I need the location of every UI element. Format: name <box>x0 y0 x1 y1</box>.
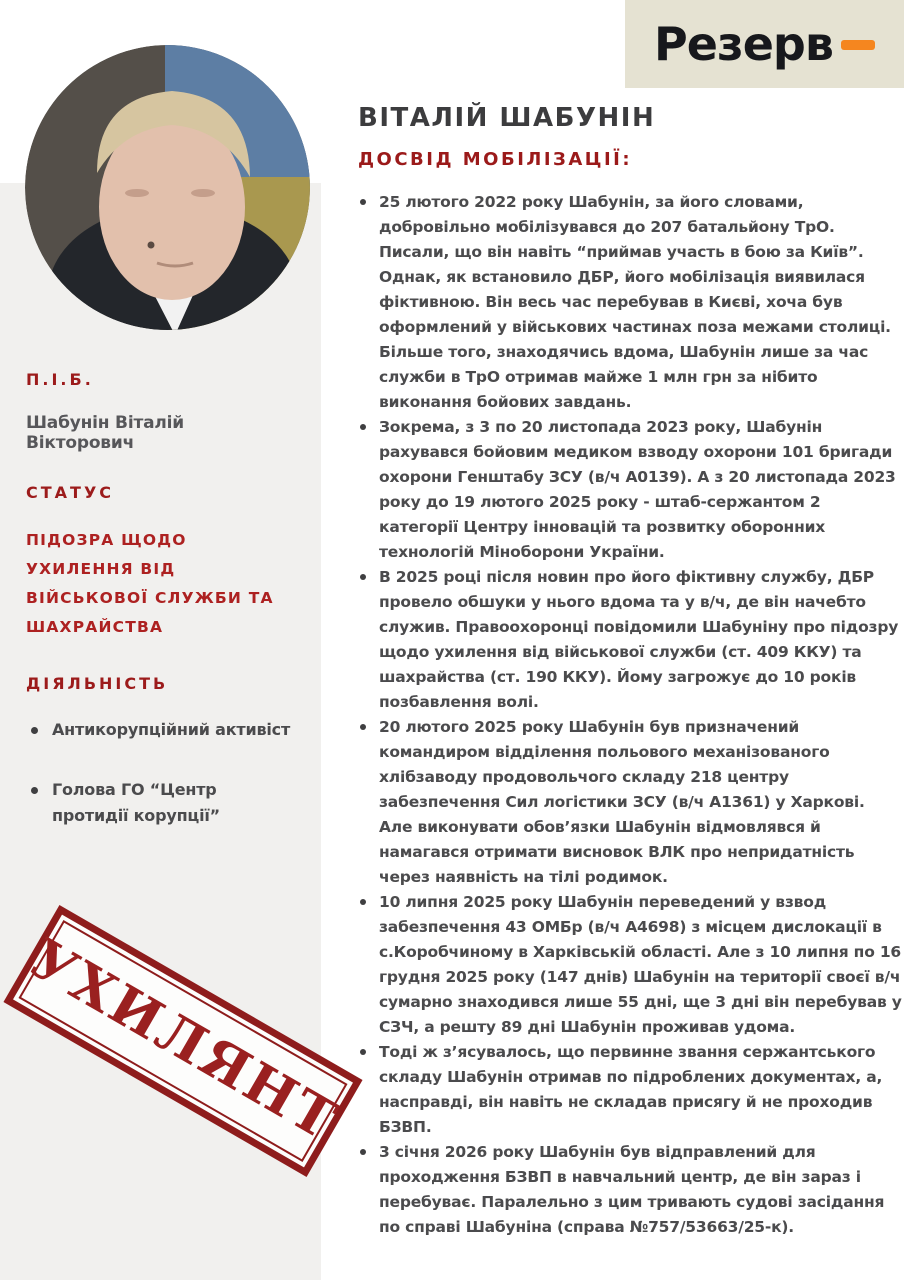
stamp-text: УХИЛЯНТ <box>18 925 350 1154</box>
reserv-logo <box>625 0 904 88</box>
section-subtitle: ДОСВІД МОБІЛІЗАЦІЇ: <box>358 149 633 170</box>
main-content <box>358 103 903 1240</box>
mobilization-timeline <box>358 190 903 1240</box>
activity-item: Антикорупційний активіст <box>26 717 297 743</box>
timeline-item: 10 липня 2025 року Шабунін переведений у взвод забезпечення 43 ОМБр (в/ч А4698) з місцем дислокації в с.Коробчиному в Харківській області. Але з 10 липня по 16 грудня 2025 року (147 днів) Шабунін на території своєї в/ч сумарно знаходився лише 55 дні, ще 3 дні він перебував у СЗЧ, а решту 89 дні Шабунін проживав удома. <box>358 890 903 1040</box>
timeline-item: 20 лютого 2025 року Шабунін був призначений командиром відділення польового механізованого хлібзаводу продовольчого складу 218 центру забезпечення Сил логістики ЗСУ (в/ч А1361) у Харкові. Але виконувати обов’язки Шабунін відмовлявся й намагався отримати висновок ВЛК про непридатність через наявність на тілі родимок. <box>358 715 903 890</box>
timeline-item: 25 лютого 2022 року Шабунін, за його словами, добровільно мобілізувався до 207 батальйону ТрО. Писали, що він навіть “приймав участь в бою за Київ”. Однак, як встановило ДБР, його мобілізація виявилася фіктивною. Він весь час перебував в Києві, хоча був оформлений у військових частинах поза межами столиці. Більше того, знаходячись вдома, Шабунін лише за час служби в ТрО отримав майже 1 млн грн за нібито виконання бойових завдань. <box>358 190 903 415</box>
timeline-item: В 2025 році після новин про його фіктивну службу, ДБР провело обшуки у нього вдома та у в/ч, де він начебто служив. Правоохоронці повідомили Шабуніну про підозру щодо ухилення від військової служби (ст. 409 ККУ) та шахрайства (ст. 190 ККУ). Йому загрожує до 10 років позбавлення волі. <box>358 565 903 715</box>
portrait-illustration <box>25 45 310 330</box>
logo-wordmark: Резерв <box>654 17 833 71</box>
timeline-item: 3 січня 2026 року Шабунін був відправлений для проходження БЗВП в навчальний центр, де він зараз і перебуває. Паралельно з цим тривають судові засідання по справі Шабуніна (справа №757/53663/25-к). <box>358 1140 903 1240</box>
page-title: ВІТАЛІЙ ШАБУНІН <box>358 103 656 133</box>
activity-label: ДІЯЛЬНІСТЬ <box>26 674 169 693</box>
pib-label: П.І.Б. <box>26 370 94 389</box>
pib-value: Шабунін Віталій Вікторович <box>26 413 184 453</box>
timeline-item: Зокрема, з 3 по 20 листопада 2023 року, Шабунін рахувався бойовим медиком взводу охорони 101 бригади охорони Генштабу ЗСУ (в/ч А0139). А з 20 листопада 2023 року до 19 лютого 2025 року - штаб-сержантом 2 категорії Центру інновацій та розвитку оборонних технологій Міноборони України. <box>358 415 903 565</box>
status-value: ПІДОЗРА ЩОДО УХИЛЕННЯ ВІД ВІЙСЬКОВОЇ СЛУЖБИ ТА ШАХРАЙСТВА <box>26 531 274 636</box>
timeline-item: Тоді ж з’ясувалось, що первинне звання сержантського складу Шабунін отримав по підроблених документах, а, насправді, він навіть не складав присягу й не проходив БЗВП. <box>358 1040 903 1140</box>
activity-item: Голова ГО “Центр протидії корупції” <box>26 777 297 829</box>
status-label: СТАТУС <box>26 483 115 502</box>
logo-dash-icon <box>841 40 875 50</box>
profile-photo <box>25 45 310 330</box>
activity-list <box>26 717 297 829</box>
